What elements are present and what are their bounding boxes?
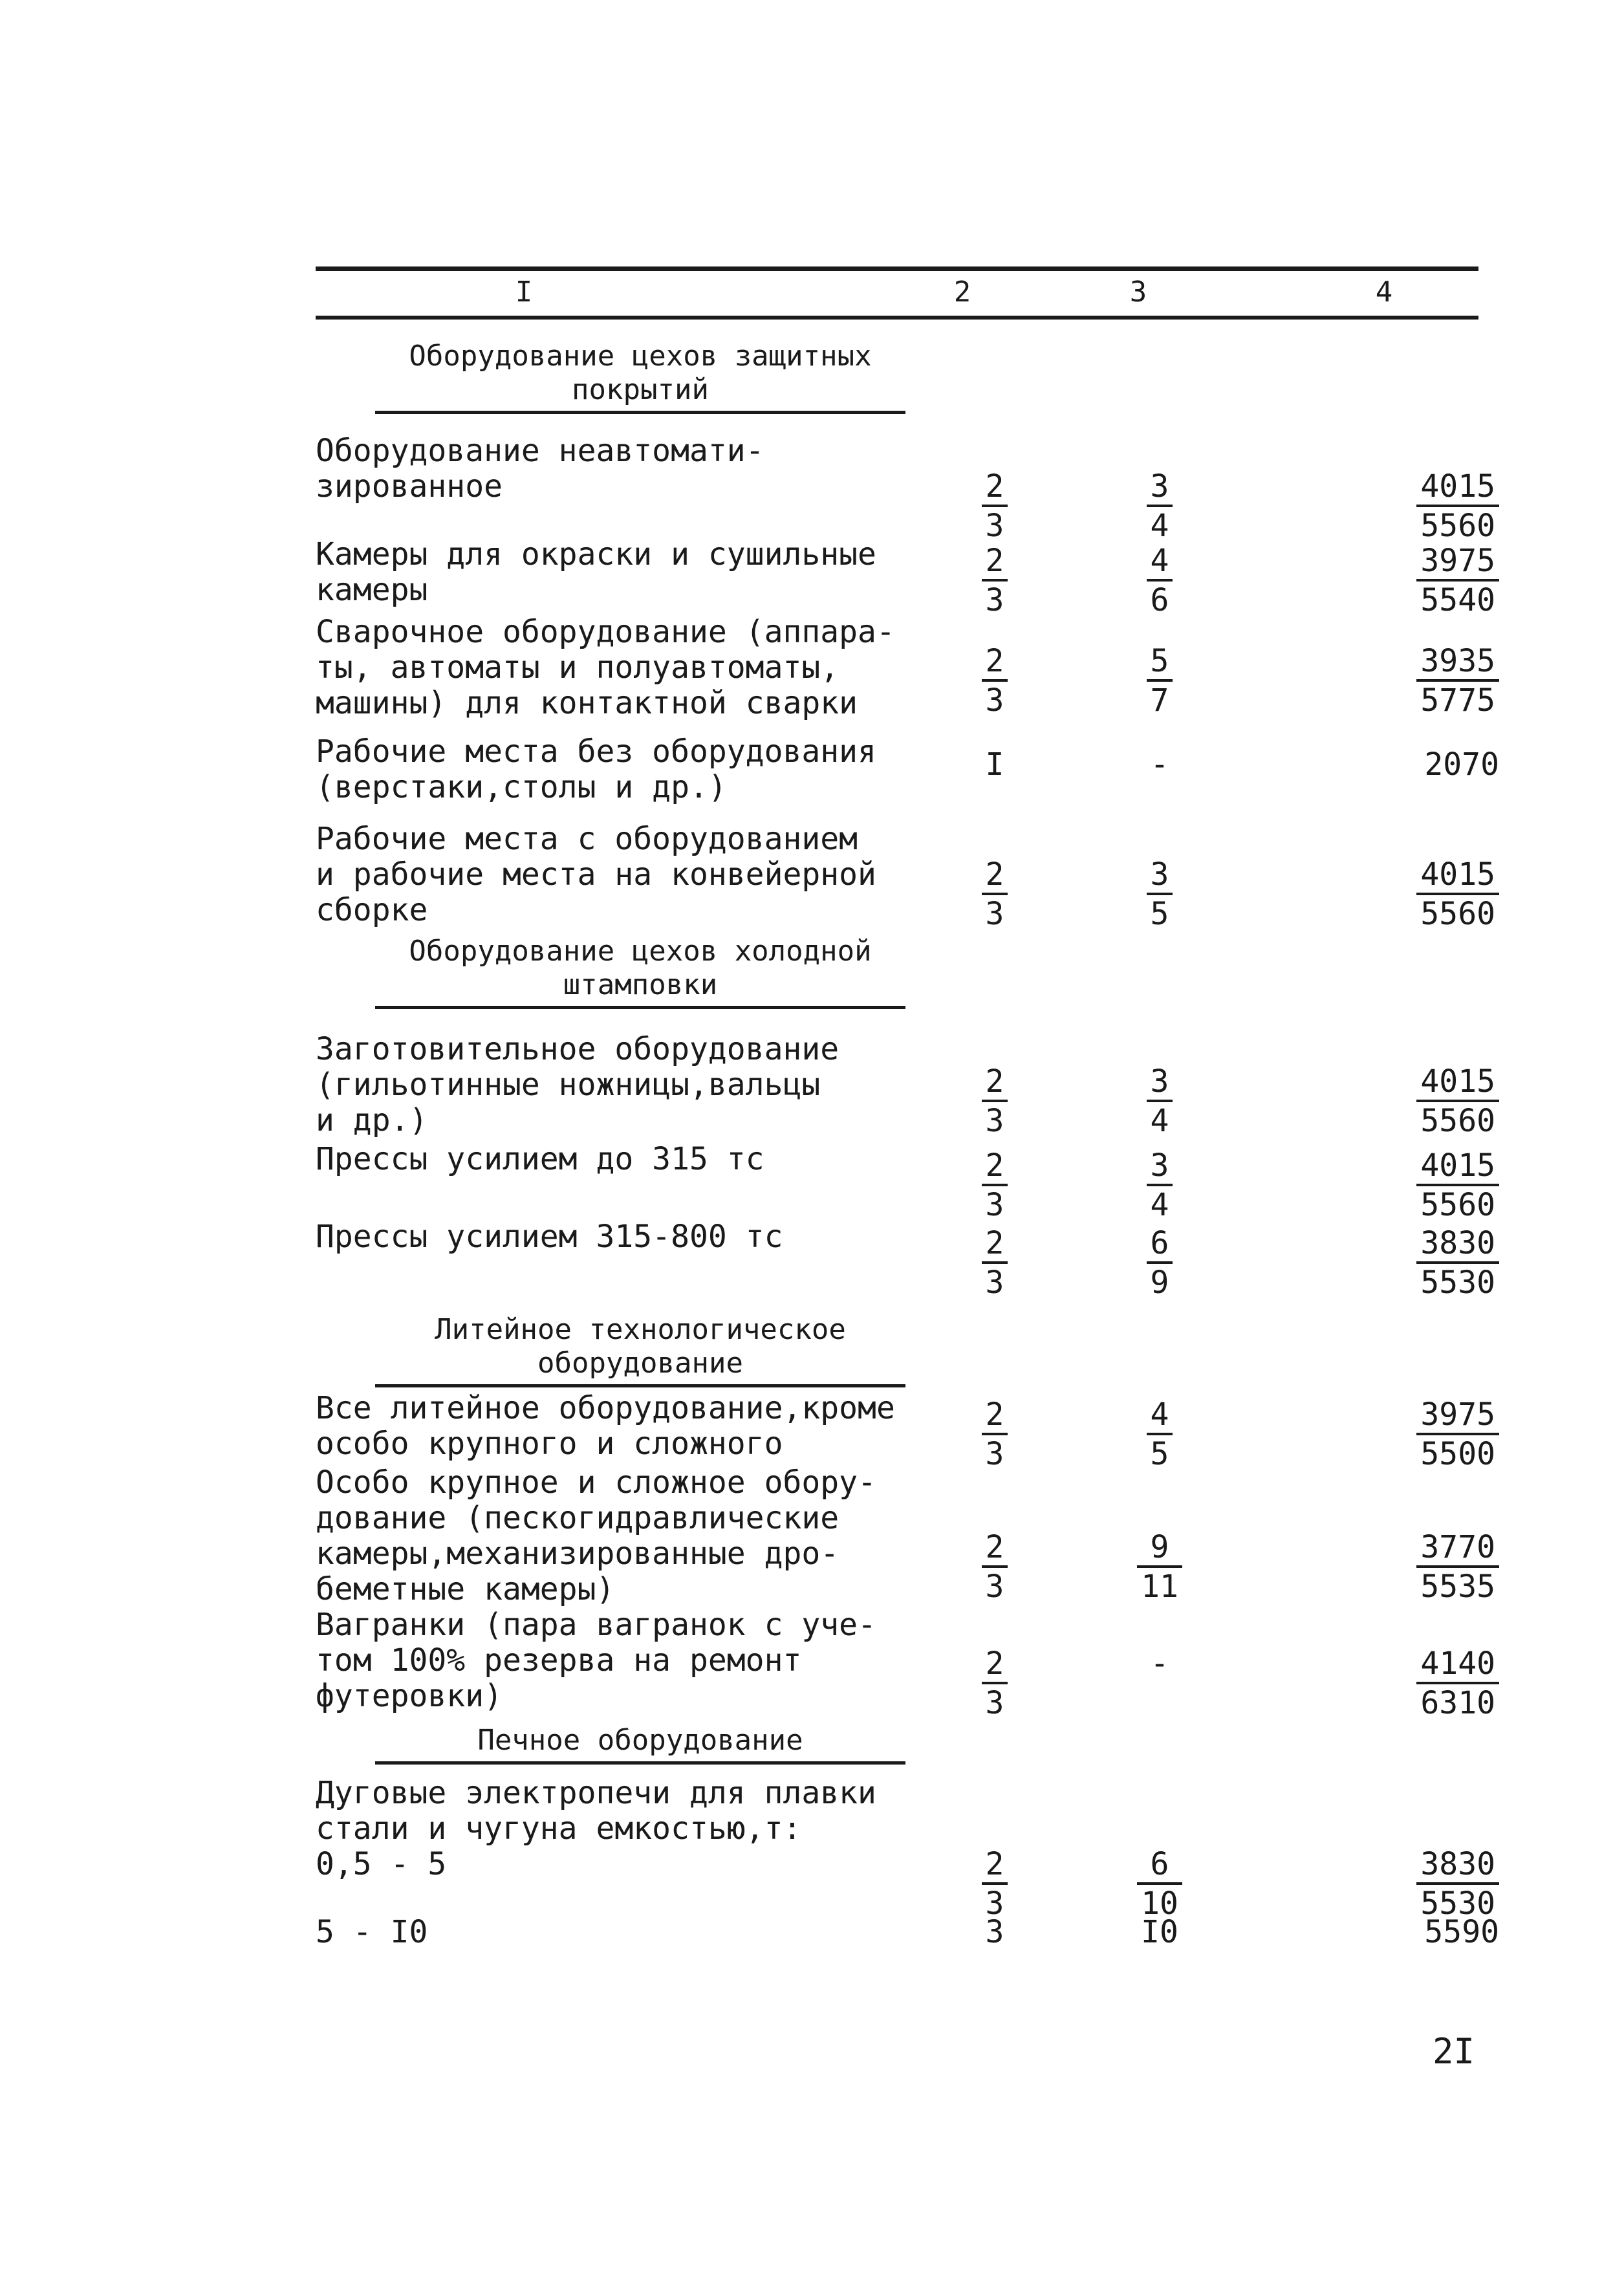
- table-top-rule: [316, 266, 1478, 271]
- cell-col4: [1363, 1646, 1499, 1721]
- cell-col3: [1124, 469, 1195, 543]
- section-underline: [375, 1006, 905, 1009]
- cell-col4: [1363, 469, 1499, 543]
- fraction: [982, 1226, 1008, 1300]
- fraction-bar: [1416, 679, 1499, 682]
- fraction: [982, 1397, 1008, 1472]
- section-title-text: Оборудование цехов холодной штамповки: [409, 935, 872, 1001]
- cell-col4: 5590: [1424, 1914, 1499, 1950]
- fraction-denominator: 5540: [1420, 582, 1495, 618]
- fraction-bar: [1137, 1565, 1182, 1568]
- section-title: [375, 1313, 905, 1387]
- cell-col3: [1124, 543, 1195, 618]
- section-title-text: Оборудование цехов защитных покрытий: [409, 340, 872, 406]
- fraction-numerator: 2: [985, 1529, 1004, 1565]
- fraction-bar: [1147, 893, 1173, 895]
- cell-col3: I0: [1141, 1914, 1178, 1950]
- cell-col2: [962, 1847, 1027, 1921]
- fraction-numerator: 4015: [1420, 1147, 1495, 1184]
- row-label: Камеры для окраски и сушильные камеры: [316, 536, 876, 608]
- cell-col2: 3: [985, 1914, 1004, 1950]
- fraction-bar: [1416, 1261, 1499, 1264]
- fraction: [982, 1530, 1008, 1604]
- fraction-denominator: 11: [1141, 1569, 1178, 1605]
- cell-col2: [962, 1530, 1027, 1604]
- fraction-bar: [982, 505, 1008, 507]
- cell-col2: [962, 857, 1027, 931]
- fraction-numerator: 4: [1150, 1396, 1169, 1433]
- fraction-denominator: 5560: [1420, 1103, 1495, 1139]
- fraction-denominator: 5500: [1420, 1436, 1495, 1472]
- cell-col4: [1363, 1226, 1499, 1300]
- row-label: Рабочие места без оборудования (верстаки,столы и др.): [316, 734, 876, 805]
- column-header-1: I: [515, 276, 533, 309]
- cell-col3: -: [1150, 746, 1169, 783]
- cell-col4: [1363, 1847, 1499, 1921]
- fraction-denominator: 5560: [1420, 896, 1495, 932]
- fraction-bar: [1416, 579, 1499, 581]
- fraction-bar: [982, 893, 1008, 895]
- cell-col3: [1124, 1530, 1195, 1604]
- fraction-denominator: 4: [1150, 1103, 1169, 1139]
- fraction-numerator: 4: [1150, 543, 1169, 579]
- fraction-bar: [1416, 1682, 1499, 1684]
- fraction-bar: [1416, 1100, 1499, 1102]
- fraction: [982, 644, 1008, 718]
- fraction-numerator: 2: [985, 543, 1004, 579]
- section-underline: [375, 1384, 905, 1387]
- row-label: Сварочное оборудование (аппара- ты, автоматы и полуавтоматы, машины) для контактной сварки: [316, 614, 895, 721]
- cell-col2: [962, 1148, 1027, 1222]
- page-number: 2I: [1433, 2031, 1475, 2072]
- cell-col3: [1124, 857, 1195, 931]
- fraction: [982, 1148, 1008, 1222]
- fraction-numerator: 4015: [1420, 468, 1495, 505]
- fraction-bar: [1416, 505, 1499, 507]
- cell-col3: -: [1150, 1646, 1169, 1682]
- fraction: [1416, 1847, 1499, 1921]
- fraction-bar: [1147, 505, 1173, 507]
- cell-col3: [1124, 1148, 1195, 1222]
- fraction-bar: [1416, 1882, 1499, 1885]
- fraction-denominator: 5: [1150, 1436, 1169, 1472]
- fraction-numerator: 9: [1150, 1529, 1169, 1565]
- fraction: [1147, 543, 1173, 618]
- cell-col2: [962, 1397, 1027, 1472]
- fraction-bar: [1137, 1882, 1182, 1885]
- fraction-bar: [982, 1682, 1008, 1684]
- fraction-numerator: 4015: [1420, 1063, 1495, 1100]
- fraction: [1416, 1064, 1499, 1138]
- fraction-denominator: 5560: [1420, 1187, 1495, 1223]
- fraction-denominator: 5530: [1420, 1885, 1495, 1922]
- cell-col2: [962, 644, 1027, 718]
- fraction: [982, 1646, 1008, 1721]
- fraction-bar: [1147, 679, 1173, 682]
- fraction-denominator: 4: [1150, 508, 1169, 544]
- fraction-numerator: 3935: [1420, 643, 1495, 679]
- row-label: 5 - I0: [316, 1914, 428, 1950]
- fraction-denominator: 5775: [1420, 682, 1495, 719]
- cell-col4: [1363, 857, 1499, 931]
- fraction-bar: [1147, 1433, 1173, 1435]
- fraction-numerator: 2: [985, 1225, 1004, 1261]
- fraction-denominator: 5: [1150, 896, 1169, 932]
- cell-col3: [1124, 1847, 1195, 1921]
- cell-col2: [962, 1064, 1027, 1138]
- fraction-numerator: 4015: [1420, 856, 1495, 893]
- column-header-3: 3: [1129, 276, 1147, 309]
- fraction-bar: [982, 1882, 1008, 1885]
- fraction-numerator: 2: [985, 1396, 1004, 1433]
- fraction: [982, 469, 1008, 543]
- section-title: [375, 340, 905, 414]
- fraction: [1416, 1148, 1499, 1222]
- fraction-denominator: 6: [1150, 582, 1169, 618]
- row-label: Прессы усилием 315-800 тс: [316, 1219, 783, 1255]
- fraction-numerator: 2: [985, 643, 1004, 679]
- cell-col3: [1124, 1397, 1195, 1472]
- fraction-bar: [1147, 579, 1173, 581]
- fraction-denominator: 5530: [1420, 1265, 1495, 1301]
- fraction-bar: [1147, 1100, 1173, 1102]
- row-label: Все литейное оборудование,кроме особо крупного и сложного: [316, 1390, 895, 1462]
- fraction-bar: [982, 579, 1008, 581]
- cell-col3: [1124, 1064, 1195, 1138]
- cell-col2: [962, 469, 1027, 543]
- row-label: Оборудование неавтомати- зированное: [316, 433, 764, 505]
- fraction: [1137, 1847, 1182, 1921]
- fraction: [1147, 857, 1173, 931]
- cell-col3: [1124, 644, 1195, 718]
- cell-col4: [1363, 644, 1499, 718]
- section-title-text: Печное оборудование: [477, 1724, 803, 1757]
- fraction-numerator: 3975: [1420, 543, 1495, 579]
- fraction: [1147, 1148, 1173, 1222]
- fraction-denominator: 4: [1150, 1187, 1169, 1223]
- fraction-numerator: 2: [985, 1846, 1004, 1882]
- cell-col3: [1124, 1226, 1195, 1300]
- fraction-numerator: 3830: [1420, 1225, 1495, 1261]
- fraction-numerator: 5: [1150, 643, 1169, 679]
- fraction: [1147, 1397, 1173, 1472]
- fraction-denominator: 3: [985, 1685, 1004, 1721]
- fraction-numerator: 3: [1150, 468, 1169, 505]
- fraction-numerator: 2: [985, 1147, 1004, 1184]
- fraction: [982, 1064, 1008, 1138]
- fraction-bar: [1416, 1433, 1499, 1435]
- fraction: [1416, 543, 1499, 618]
- fraction: [982, 1847, 1008, 1921]
- section-title-text: Литейное технологическое оборудование: [435, 1313, 846, 1380]
- cell-col2: I: [985, 746, 1004, 783]
- fraction-denominator: 3: [985, 1569, 1004, 1605]
- fraction-bar: [982, 679, 1008, 682]
- fraction: [982, 857, 1008, 931]
- fraction-numerator: 3770: [1420, 1529, 1495, 1565]
- fraction-bar: [1416, 1184, 1499, 1186]
- fraction-denominator: 3: [985, 1265, 1004, 1301]
- fraction-bar: [1147, 1261, 1173, 1264]
- fraction-denominator: 9: [1150, 1265, 1169, 1301]
- cell-col2: [962, 1226, 1027, 1300]
- row-label: Рабочие места с оборудованием и рабочие места на конвейерной сборке: [316, 821, 876, 928]
- row-label: Особо крупное и сложное обору- дование (пескогидравлические камеры,механизированные дро- беметные камеры): [316, 1464, 876, 1607]
- fraction-bar: [982, 1100, 1008, 1102]
- fraction-denominator: 10: [1141, 1885, 1178, 1922]
- cell-col2: [962, 543, 1027, 618]
- cell-col4: 2070: [1424, 746, 1499, 783]
- fraction: [1416, 857, 1499, 931]
- fraction-bar: [1416, 893, 1499, 895]
- fraction: [1147, 469, 1173, 543]
- fraction: [982, 543, 1008, 618]
- section-underline: [375, 1761, 905, 1765]
- fraction: [1416, 644, 1499, 718]
- fraction-numerator: 2: [985, 468, 1004, 505]
- cell-col2: [962, 1646, 1027, 1721]
- fraction: [1416, 1226, 1499, 1300]
- fraction-denominator: 3: [985, 582, 1004, 618]
- fraction-numerator: 6: [1150, 1846, 1169, 1882]
- fraction-denominator: 3: [985, 682, 1004, 719]
- fraction-denominator: 7: [1150, 682, 1169, 719]
- fraction-bar: [982, 1565, 1008, 1568]
- fraction: [1147, 1064, 1173, 1138]
- fraction-bar: [982, 1433, 1008, 1435]
- fraction-numerator: 2: [985, 1063, 1004, 1100]
- section-underline: [375, 411, 905, 414]
- fraction: [1416, 1397, 1499, 1472]
- fraction-bar: [982, 1261, 1008, 1264]
- fraction: [1147, 644, 1173, 718]
- row-label: Вагранки (пара вагранок с уче- том 100% резерва на ремонт футеровки): [316, 1607, 876, 1714]
- table-header-rule: [316, 316, 1478, 320]
- fraction-denominator: 6310: [1420, 1685, 1495, 1721]
- fraction-numerator: 3975: [1420, 1396, 1495, 1433]
- fraction-numerator: 3830: [1420, 1846, 1495, 1882]
- fraction-numerator: 3: [1150, 1063, 1169, 1100]
- fraction-denominator: 3: [985, 508, 1004, 544]
- cell-col4: [1363, 543, 1499, 618]
- fraction: [1416, 469, 1499, 543]
- row-label: Прессы усилием до 315 тс: [316, 1141, 764, 1177]
- fraction: [1416, 1646, 1499, 1721]
- fraction-denominator: 5535: [1420, 1569, 1495, 1605]
- fraction-numerator: 2: [985, 1646, 1004, 1682]
- fraction-numerator: 4140: [1420, 1646, 1495, 1682]
- cell-col4: [1363, 1064, 1499, 1138]
- fraction: [1416, 1530, 1499, 1604]
- row-label: Дуговые электропечи для плавки стали и чугуна емкостью,т: 0,5 - 5: [316, 1775, 876, 1882]
- fraction-bar: [1147, 1184, 1173, 1186]
- section-title: [375, 935, 905, 1009]
- fraction-numerator: 3: [1150, 856, 1169, 893]
- row-label: Заготовительное оборудование (гильотинные ножницы,вальцы и др.): [316, 1031, 839, 1138]
- fraction-denominator: 3: [985, 1436, 1004, 1472]
- cell-col4: [1363, 1530, 1499, 1604]
- fraction-denominator: 3: [985, 896, 1004, 932]
- fraction: [1147, 1226, 1173, 1300]
- fraction-bar: [982, 1184, 1008, 1186]
- fraction-numerator: 3: [1150, 1147, 1169, 1184]
- fraction-numerator: 6: [1150, 1225, 1169, 1261]
- section-title: [375, 1724, 905, 1765]
- fraction-numerator: 2: [985, 856, 1004, 893]
- cell-col4: [1363, 1397, 1499, 1472]
- fraction-bar: [1416, 1565, 1499, 1568]
- fraction-denominator: 3: [985, 1103, 1004, 1139]
- cell-col4: [1363, 1148, 1499, 1222]
- fraction-denominator: 5560: [1420, 508, 1495, 544]
- column-header-2: 2: [953, 276, 971, 309]
- column-header-4: 4: [1375, 276, 1393, 309]
- fraction-denominator: 3: [985, 1187, 1004, 1223]
- fraction: [1137, 1530, 1182, 1604]
- fraction-denominator: 3: [985, 1885, 1004, 1922]
